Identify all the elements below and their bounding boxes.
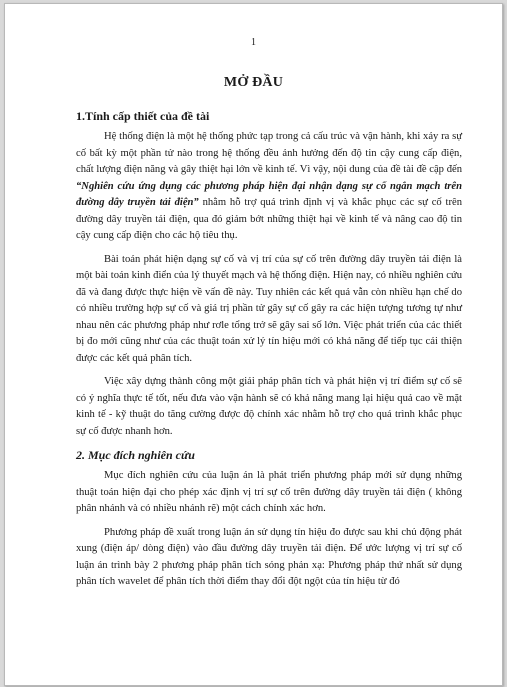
paragraph: Phương pháp đề xuất trong luận án sử dụng tín hiệu đo được sau khi chủ động phát xung (điện áp/ dòng điện) vào đầu đường dây truyền tải điện. Để ước lượng vị trí sự cố luận án trình bày 2 phương pháp phân tích sóng phản xạ: Phương pháp thứ nhất sử dụng phân tích wavelet để phân tích thời điểm thay đổi đột ngột của tín hiệu từ đó (76, 526, 462, 587)
section-heading-1: 1.Tính cấp thiết của đề tài (76, 109, 210, 123)
paragraph (76, 129, 462, 245)
paragraph-text: Hệ thống điện là một hệ thống phức tạp trong cả cấu trúc và vận hành, khi xảy ra sự cố bất kỳ một phần tử nào trong hệ thống đều ảnh hưởng đến độ tin cậy cung cấp điện, chất lượng điện năng và gây thiệt hại lớn về kinh tế. Vì vậy, nội dung của đề tài đề cập đến (76, 131, 462, 175)
page-title: MỞ ĐẦU (223, 75, 284, 90)
page-content (76, 104, 462, 598)
thesis-title-emphasis: “Nghiên cứu ứng dụng các phương pháp hiện đại nhận dạng sự cố ngắn mạch trên đường dây truyền tải điện” (76, 180, 462, 208)
paragraph: Việc xây dựng thành công một giải pháp phân tích và phát hiện vị trí điểm sự cố sẽ có ý nghĩa thực tế tốt, nếu đưa vào vận hành sẽ có khả năng mang lại hiệu quả cao về mặt kinh tế - kỹ thuật do tăng cường được độ chính xác nhằm hỗ trợ cho quá trình khắc phục sự cố được nhanh hơn. (76, 376, 462, 437)
document-page (4, 3, 503, 686)
paragraph-text: nhằm hỗ trợ quá trình định vị và khắc phục các sự cố trên đường dây truyền tải điện, qua đó giảm bớt những thiệt hại về kinh tế và nâng cao độ tin cậy cung cấp điện cho các hộ tiêu thụ. (76, 197, 462, 241)
paragraph: Mục đích nghiên cứu của luận án là phát triển phương pháp mới sử dụng những thuật toán hiện đại cho phép xác định vị trí sự cố trên đường dây truyền tải điện ( không phân nhánh và có nhiều nhánh rẽ) một cách chính xác hơn. (76, 470, 462, 514)
paragraph: Bài toán phát hiện dạng sự cố và vị trí của sự cố trên đường dây truyền tải điện là một bài toán kinh điển của lý thuyết mạch và hệ thống điện. Hiện nay, có nhiều nghiên cứu đã và đang được thực hiện về vấn đề này. Tuy nhiên các kết quả vẫn còn nhiều hạn chế do có nhiều trường hợp sự cố và giá trị phần tử gây sự cố gây ra các hiện tượng tương tự như nhau nên các phương pháp như rơle tổng trở sẽ gây sai số lớn. Việc phát triển của các thiết bị đo mới cũng như của các thuật toán xử lý tín hiệu mới có khả năng để tiếp tục cải thiện được các kết quả phân tích. (76, 253, 462, 364)
page-number: 1 (251, 37, 256, 48)
section-heading-2: 2. Mục đích nghiên cứu (76, 448, 195, 462)
